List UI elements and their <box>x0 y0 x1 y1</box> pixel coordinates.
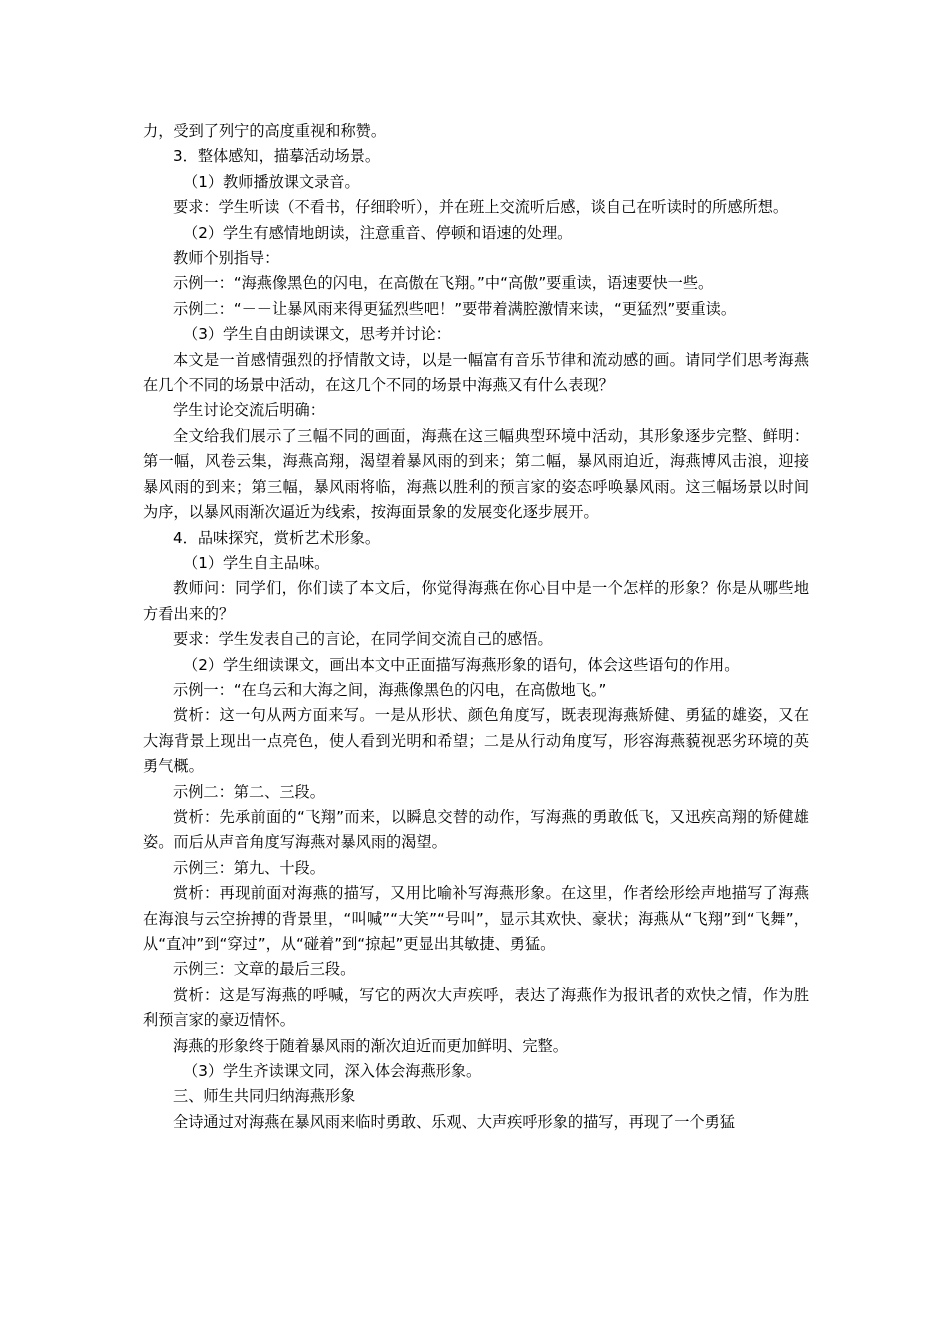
paragraph: 要求：学生听读（不看书，仔细聆听），并在班上交流听后感，谈自己在听读时的所感所想。 <box>173 198 789 217</box>
paragraph: （1）学生自主品味。 <box>183 553 330 572</box>
paragraph: 教师问：同学们，你们读了本文后，你觉得海燕在你心目中是一个怎样的形象？你是从哪些地方看出来的？ <box>143 579 809 623</box>
paragraph: 4．品味探究，赏析艺术形象。 <box>173 528 381 547</box>
paragraph: 示例一：“海燕像黑色的闪电，在高傲在飞翔。”中“高傲”要重读，语速要快一些。 <box>173 274 714 293</box>
document-body <box>143 119 809 1135</box>
paragraph: 示例二：第二、三段。 <box>173 782 325 801</box>
paragraph: 赏析：再现前面对海燕的描写，又用比喻补写海燕形象。在这里，作者绘形绘声地描写了海燕在海浪与云空拚搏的背景里，“叫喊”“大笑”“号叫”，显示其欢快、豪状；海燕从“飞翔”到“飞舞”，从“直冲”到“穿过”，从“碰着”到“掠起”更显出其敏捷、勇猛。 <box>143 884 809 953</box>
paragraph: 学生讨论交流后明确： <box>173 401 325 420</box>
paragraph: 3．整体感知，描摹活动场景。 <box>173 147 381 166</box>
paragraph: 赏析：先承前面的“飞翔”而来，以瞬息交替的动作，写海燕的勇敢低飞，又迅疾高翔的矫健雄姿。而后从声音角度写海燕对暴风雨的渴望。 <box>143 807 809 852</box>
paragraph: 教师个别指导： <box>173 249 280 268</box>
paragraph: （1）教师播放课文录音。 <box>183 172 360 191</box>
paragraph: 全诗通过对海燕在暴风雨来临时勇敢、乐观、大声疾呼形象的描写，再现了一个勇猛 <box>173 1112 735 1131</box>
paragraph: （2）学生有感情地朗读，注意重音、停顿和语速的处理。 <box>183 223 573 242</box>
paragraph: 赏析：这是写海燕的呼喊，写它的两次大声疾呼，表达了海燕作为报讯者的欢快之情，作为胜利预言家的豪迈情怀。 <box>143 985 809 1030</box>
paragraph: 三、师生共同归纳海燕形象 <box>173 1087 356 1106</box>
paragraph: 赏析：这一句从两方面来写。一是从形状、颜色角度写，既表现海燕矫健、勇猛的雄姿，又在大海背景上现出一点亮色，使人看到光明和希望；二是从行动角度写，形容海燕藐视恶劣环境的英勇气概。 <box>143 706 809 776</box>
paragraph: 本文是一首感情强烈的抒情散文诗，以是一幅富有音乐节律和流动感的画。请同学们思考海燕在几个不同的场景中活动，在这几个不同的场景中海燕又有什么表现？ <box>143 350 809 395</box>
paragraph: 力，受到了列宁的高度重视和称赞。 <box>143 122 386 140</box>
paragraph: 示例二：“－－让暴风雨来得更猛烈些吧！”要带着满腔激情来读，“更猛烈”要重读。 <box>173 299 737 318</box>
paragraph: 全文给我们展示了三幅不同的画面，海燕在这三幅典型环境中活动，其形象逐步完整、鲜明：第一幅，风卷云集，海燕高翔，渴望着暴风雨的到来；第二幅，暴风雨迫近，海燕博风击浪，迎接暴风雨的到来；第三幅，暴风雨将临，海燕以胜利的预言家的姿态呼唤暴风雨。这三幅场景以时间为序，以暴风雨渐次逼近为线索，按海面景象的发展变化逐步展开。 <box>143 426 809 522</box>
paragraph: 示例三：第九、十段。 <box>173 858 325 877</box>
paragraph: 要求：学生发表自己的言论，在同学间交流自己的感悟。 <box>173 630 553 649</box>
paragraph: （3）学生自由朗读课文，思考并讨论： <box>183 325 451 344</box>
paragraph: 示例三：文章的最后三段。 <box>173 960 356 979</box>
paragraph: 示例一：“在乌云和大海之间，海燕像黑色的闪电，在高傲地飞。” <box>173 680 607 699</box>
paragraph: （2）学生细读课文，画出本文中正面描写海燕形象的语句，体会这些语句的作用。 <box>183 655 740 674</box>
paragraph: 海燕的形象终于随着暴风雨的渐次迫近而更加鲜明、完整。 <box>173 1036 568 1055</box>
paragraph: （3）学生齐读课文同，深入体会海燕形象。 <box>183 1062 482 1081</box>
